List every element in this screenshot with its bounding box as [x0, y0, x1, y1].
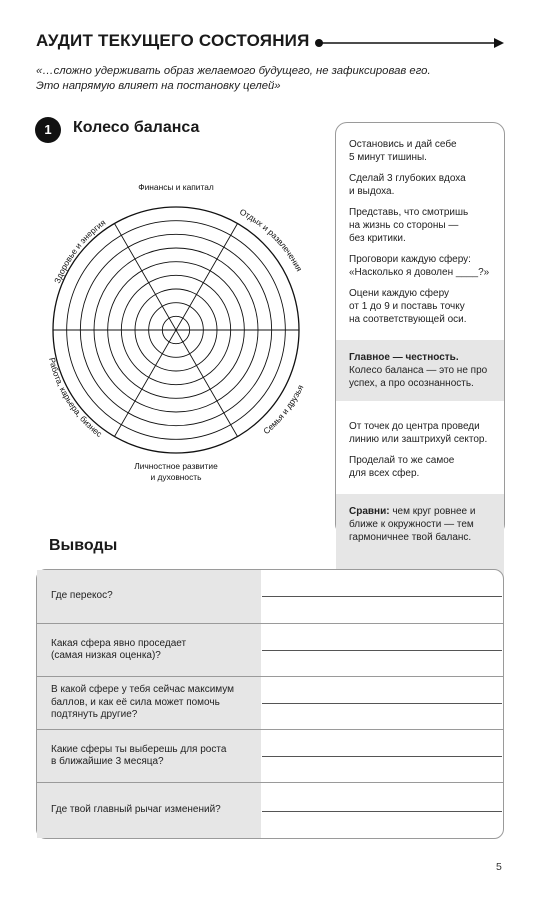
wheel-spokes: [53, 223, 299, 436]
instructions-steps-2: [336, 401, 504, 494]
honesty-callout-text: Колесо баланса — это не про успех, а про осознанность.: [349, 365, 488, 389]
conclusions-table: [36, 569, 504, 839]
section-number-badge: 1: [35, 117, 61, 143]
honesty-callout-heading: Главное — честность.: [349, 352, 459, 363]
question-text: В какой сфере у тебя сейчас максимум баллов, и как её сила может помочь подтянуть другие?: [51, 684, 235, 721]
wheel-label-finance: Финансы и капитал: [138, 182, 214, 192]
wheel-label-growth-line-2: и духовность: [150, 472, 202, 482]
quote-line-2: Это напрямую влияет на постановку целей»: [36, 80, 281, 92]
instruction-step: От точек до центра проведи линию или заштрихуй сектор.: [349, 421, 488, 445]
wheel-label-growth-line-1: Личностное развитие: [134, 461, 218, 471]
instruction-step: Проделай то же самое для всех сфер.: [349, 455, 455, 479]
section-title: Колесо баланса: [73, 119, 200, 136]
wheel-label-work: Работа, карьера, бизнес: [47, 356, 105, 439]
instruction-step: Представь, что смотришь на жизнь со стороны — без критики.: [349, 207, 469, 244]
question-text: Где перекос?: [51, 590, 113, 602]
balance-wheel: [26, 178, 336, 488]
answer-line[interactable]: [262, 703, 502, 704]
compare-callout-text: чем круг ровнее и ближе к окружности — тем гармоничнее твой баланс.: [349, 506, 476, 543]
instructions-steps-1: [336, 123, 504, 340]
answer-line[interactable]: [262, 596, 502, 597]
table-row: [37, 623, 503, 676]
answer-line[interactable]: [262, 811, 502, 812]
quote-line-1: «…сложно удерживать образ желаемого будущего, не зафиксировав его.: [36, 65, 431, 77]
table-row: [37, 729, 503, 782]
honesty-callout: [336, 340, 504, 401]
question-text: Какая сфера явно проседает (самая низкая оценка)?: [51, 637, 187, 661]
wheel-label-family: Семья и друзья: [261, 383, 306, 437]
answer-line[interactable]: [262, 756, 502, 757]
table-row: [37, 676, 503, 729]
instruction-step: Остановись и дай себе 5 минут тишины.: [349, 139, 457, 163]
wheel-label-rest: Отдых и развлечения: [238, 206, 305, 273]
instructions-box: [335, 122, 505, 543]
compare-callout-heading: Сравни:: [349, 506, 390, 517]
table-row: [37, 782, 503, 838]
arrow-right-icon: [310, 35, 506, 51]
instruction-step: Сделай 3 глубоких вдоха и выдоха.: [349, 173, 466, 197]
question-text: Какие сферы ты выберешь для роста в ближайшие 3 месяца?: [51, 743, 227, 767]
question-text: Где твой главный рычаг изменений?: [51, 804, 221, 816]
wheel-label-health: Здоровье и энергия: [51, 217, 108, 285]
conclusions-title: Выводы: [49, 537, 118, 554]
page-number: 5: [496, 861, 502, 873]
table-row: [37, 570, 503, 623]
intro-quote: [36, 64, 496, 94]
answer-line[interactable]: [262, 650, 502, 651]
instruction-step: Оцени каждую сферу от 1 до 9 и поставь точку на соответствующей оси.: [349, 288, 467, 325]
instruction-step: Проговори каждую сферу: «Насколько я доволен ____?»: [349, 254, 490, 278]
page-title: АУДИТ ТЕКУЩЕГО СОСТОЯНИЯ: [36, 31, 310, 50]
